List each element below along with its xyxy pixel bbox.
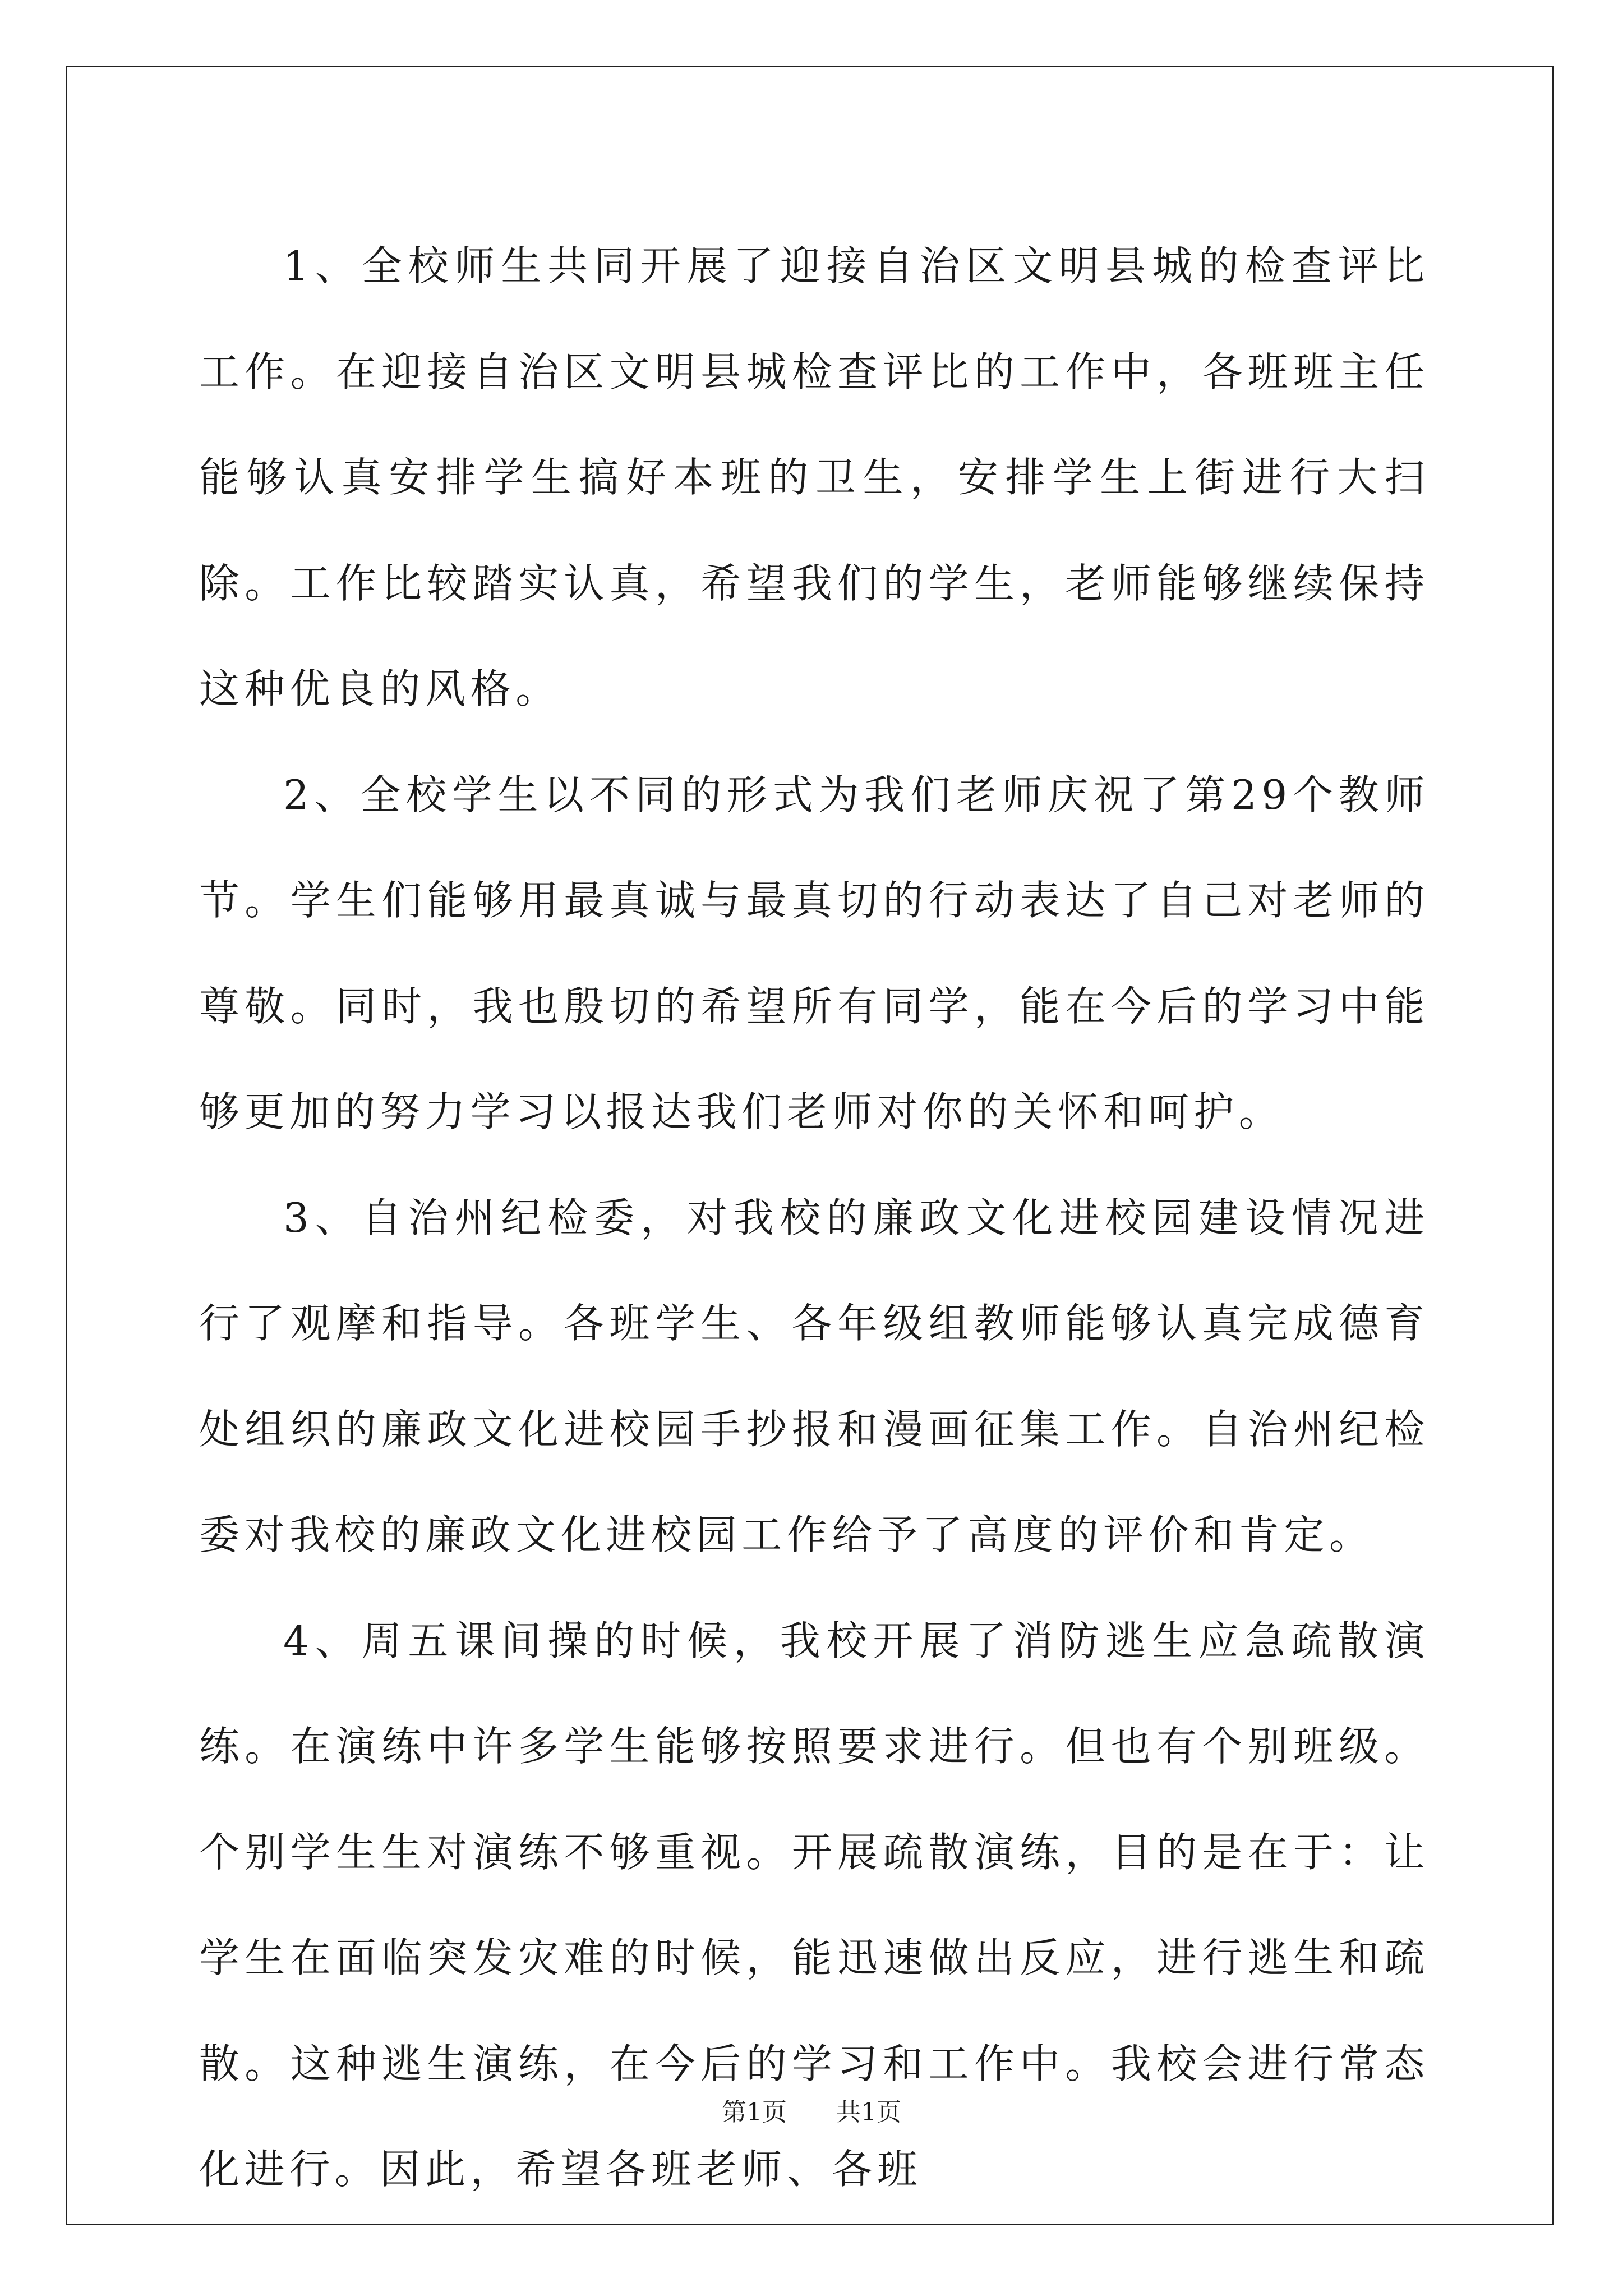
paragraph-4: 4、周五课间操的时候，我校开展了消防逃生应急疏散演练。在演练中许多学生能够按照要求进行。但也有个别班级。个别学生生对演练不够重视。开展疏散演练，目的是在于：让学生在面临突发灾难的时候，能迅速做出反应，进行逃生和疏散。这种逃生演练，在今后的学习和工作中。我校会进行常态化进行。因此，希望各班老师、各班 xyxy=(199,1617,1430,2193)
document-body xyxy=(199,213,1430,2223)
page-number-total: 共1页 xyxy=(836,2098,901,2127)
paragraph-1: 1、全校师生共同开展了迎接自治区文明县城的检查评比工作。在迎接自治区文明县城检查评比的工作中，各班班主任能够认真安排学生搞好本班的卫生，安排学生上街进行大扫除。工作比较踏实认真，希望我们的学生，老师能够继续保持这种优良的风格。 xyxy=(199,242,1430,712)
page-footer xyxy=(0,2096,1623,2129)
page-number-current: 第1页 xyxy=(722,2098,787,2127)
paragraph-3: 3、自治州纪检委，对我校的廉政文化进校园建设情况进行了观摩和指导。各班学生、各年级组教师能够认真完成德育处组织的廉政文化进校园手抄报和漫画征集工作。自治州纪检委对我校的廉政文化进校园工作给予了高度的评价和肯定。 xyxy=(199,1194,1430,1558)
paragraph-2: 2、全校学生以不同的形式为我们老师庆祝了第29个教师节。学生们能够用最真诚与最真切的行动表达了自己对老师的尊敬。同时，我也殷切的希望所有同学，能在今后的学习中能够更加的努力学习以报达我们老师对你的关怀和呵护。 xyxy=(199,771,1430,1135)
